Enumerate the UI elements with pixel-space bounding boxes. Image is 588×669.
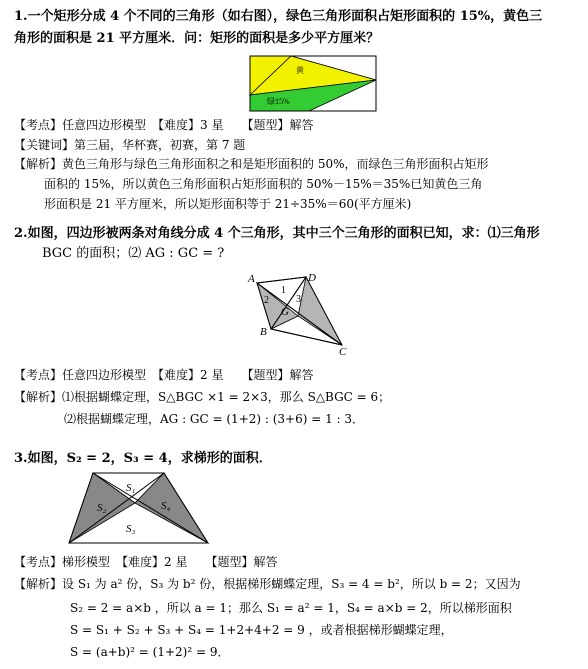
p3-analysis-line4: S = (a+b)² = (1+2)² = 9．: [70, 645, 230, 659]
triangle-2: [257, 283, 298, 329]
yellow-label: 黄: [296, 66, 304, 75]
p2-question-line2: BGC 的面积；⑵ AG : GC = ?: [42, 246, 225, 261]
p1-analysis-line3: 形面积是 21 平方厘米，所以矩形面积等于 21÷35%＝60(平方厘米): [44, 197, 412, 211]
p1-rectangle-figure: [249, 55, 377, 112]
svg-text:3: 3: [296, 294, 301, 305]
green-label: 绿15%: [267, 97, 290, 106]
p3-trapezoid-figure: [66, 470, 211, 546]
p1-analysis-line1: 【解析】黄色三角形与绿色三角形面积之和是矩形面积的 50%，而绿色三角形面积占矩形: [14, 157, 489, 171]
svg-text:G: G: [281, 306, 289, 318]
p2-analysis-line1: 【解析】⑴根据蝴蝶定理，S△BGC ×1 = 2×3，那么 S△BGC = 6；: [14, 390, 391, 404]
p2-kaodian: 【考点】任意四边形模型 【难度】2 星 【题型】解答: [14, 368, 314, 382]
svg-text:2: 2: [264, 295, 269, 306]
p1-question-line2: 角形的面积是 21 平方厘米．问：矩形的面积是多少平方厘米？: [14, 31, 380, 46]
p1-keywords: 【关键词】第三届，华杯赛，初赛，第 7 题: [14, 138, 246, 152]
svg-text:S₃: S₃: [126, 523, 136, 535]
svg-text:D: D: [308, 272, 316, 284]
svg-text:1: 1: [281, 285, 286, 296]
svg-text:B: B: [260, 326, 267, 338]
p2-question-line1: 2.如图，四边形被两条对角线分成 4 个三角形，其中三个三角形的面积已知，求：⑴三角形: [14, 226, 540, 241]
svg-text:S₂: S₂: [97, 502, 107, 514]
p3-analysis-line2: S₂ = 2 = a×b ，所以 a = 1；那么 S₁ = a² = 1，S₄ = a×b = 2，所以梯形面积: [70, 601, 512, 615]
p3-kaodian: 【考点】梯形模型 【难度】2 星 【题型】解答: [14, 555, 278, 569]
p3-question-line1: 3.如图，S₂ = 2，S₃ = 4，求梯形的面积．: [14, 451, 272, 466]
svg-text:S₄: S₄: [161, 500, 171, 512]
p1-kaodian: 【考点】任意四边形模型 【难度】3 星 【题型】解答: [14, 118, 314, 132]
p3-analysis-line3: S = S₁ + S₂ + S₃ + S₄ = 1+2+4+2 = 9 ，或者根据梯形蝴蝶定理，: [70, 623, 453, 637]
p2-analysis-line2: ⑵根据蝴蝶定理，AG : GC = (1+2) : (3+6) = 1 : 3．: [64, 412, 365, 426]
svg-text:C: C: [339, 346, 347, 358]
p1-question-line1: 1.一个矩形分成 4 个不同的三角形（如右图），绿色三角形面积占矩形面积的 15%，黄色三: [14, 9, 543, 24]
p1-analysis-line2: 面积的 15%，所以黄色三角形面积占矩形面积的 50%－15%＝35%已知黄色三角: [44, 177, 483, 191]
svg-text:A: A: [248, 273, 255, 285]
triangle-3: [298, 277, 342, 345]
svg-text:S₁: S₁: [126, 482, 136, 494]
p2-quadrilateral-figure: [226, 266, 356, 358]
p3-analysis-line1: 【解析】设 S₁ 为 a² 份，S₃ 为 b² 份，根据梯形蝴蝶定理，S₃ = 4 = b²，所以 b = 2；又因为: [14, 577, 521, 591]
